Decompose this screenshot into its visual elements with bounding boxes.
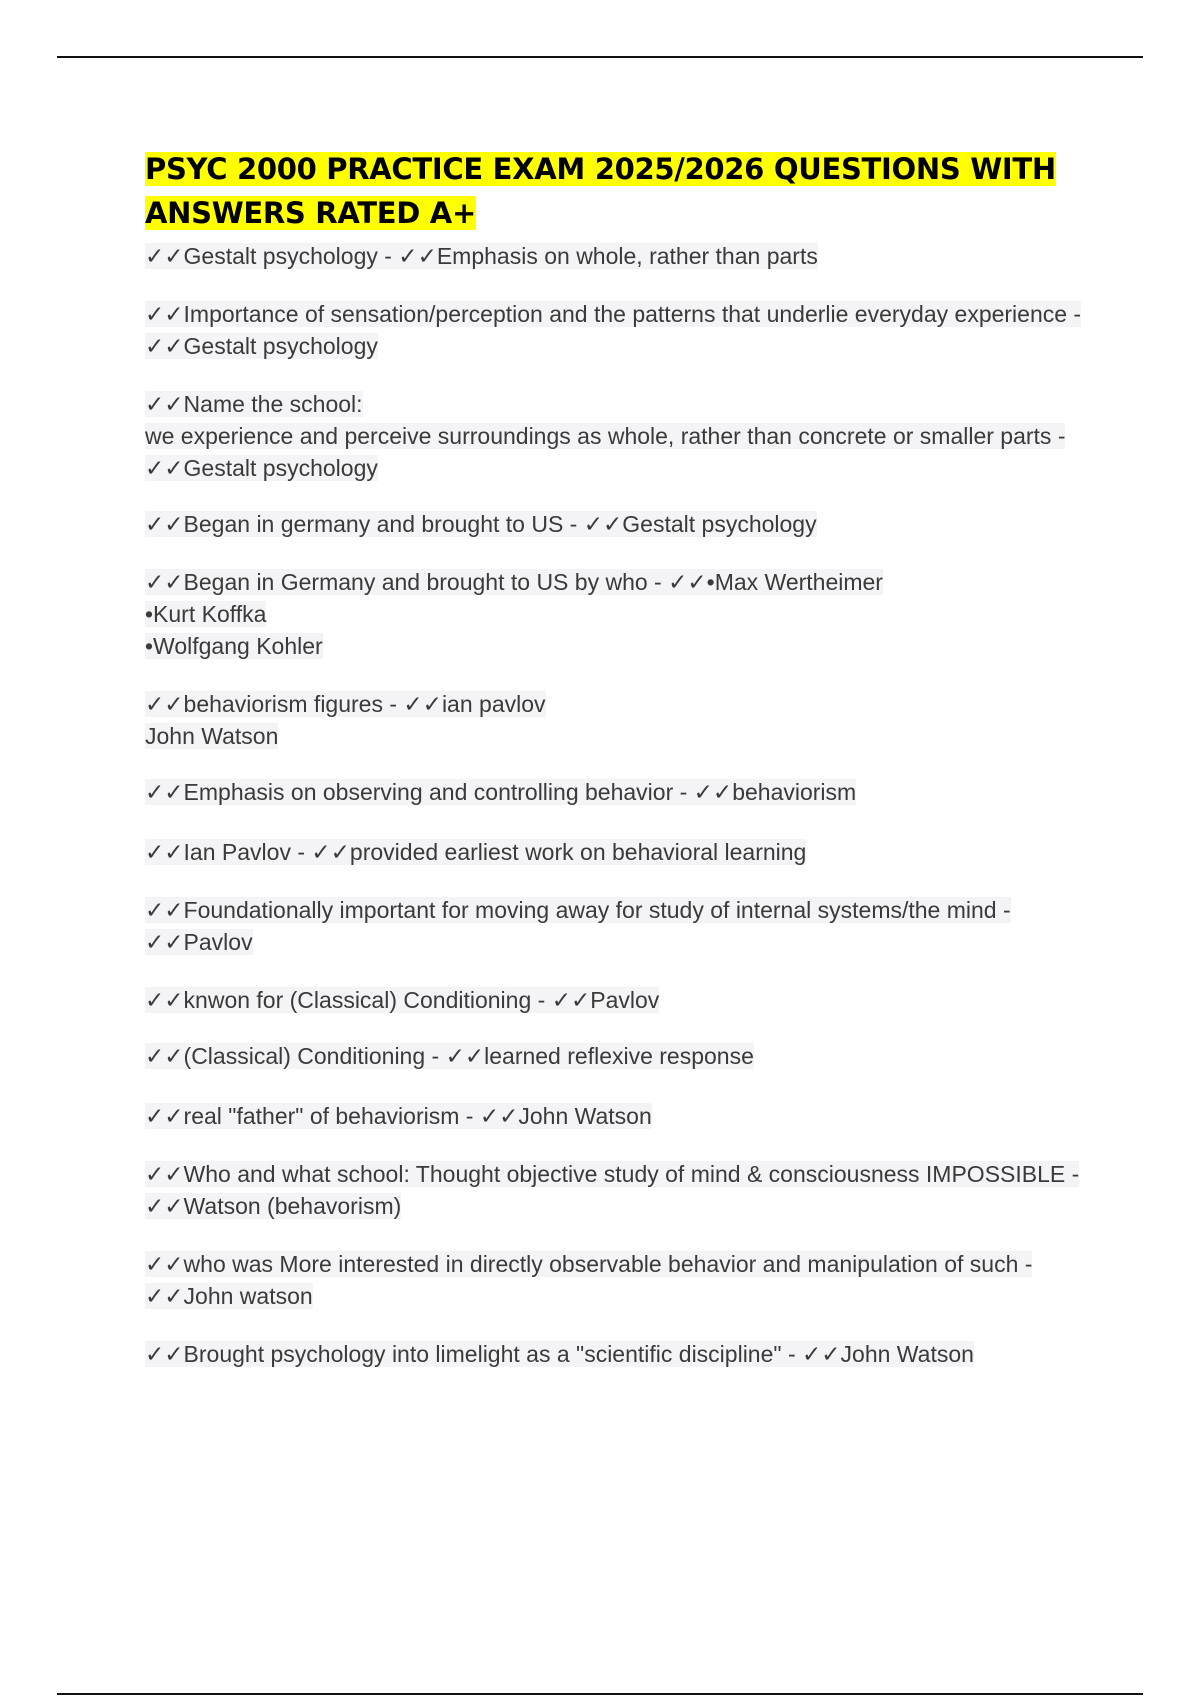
- qa-item-9: ✓✓Foundationally important for moving away for study of internal systems/the mind - ✓✓Pavlov: [145, 897, 1011, 955]
- qa-item-1: ✓✓Gestalt psychology - ✓✓Emphasis on whole, rather than parts: [145, 243, 818, 269]
- qa-item-6: ✓✓behaviorism figures - ✓✓ian pavlov John Watson: [145, 691, 546, 749]
- qa-item-15: ✓✓Brought psychology into limelight as a "scientific discipline" - ✓✓John Watson: [145, 1341, 974, 1367]
- qa-item-12: ✓✓real "father" of behaviorism - ✓✓John Watson: [145, 1103, 652, 1129]
- qa-item-4: ✓✓Began in germany and brought to US - ✓✓Gestalt psychology: [145, 511, 817, 537]
- qa-item-3: ✓✓Name the school: we experience and perceive surroundings as whole, rather than concrete or smaller parts - ✓✓Gestalt psychology: [145, 391, 1066, 481]
- bottom-rule: [57, 1693, 1143, 1695]
- document-body: [145, 147, 1095, 1370]
- qa-item-8: ✓✓Ian Pavlov - ✓✓provided earliest work on behavioral learning: [145, 839, 807, 865]
- qa-item-2: ✓✓Importance of sensation/perception and the patterns that underlie everyday experience - ✓✓Gestalt psychology: [145, 301, 1082, 359]
- top-rule: [57, 56, 1143, 58]
- qa-list: [145, 240, 1095, 1370]
- document-title: [145, 147, 1095, 235]
- title-highlight: PSYC 2000 PRACTICE EXAM 2025/2026 QUESTIONS WITH ANSWERS RATED A+: [145, 152, 1056, 230]
- qa-item-11: ✓✓(Classical) Conditioning - ✓✓learned reflexive response: [145, 1043, 754, 1069]
- qa-item-7: ✓✓Emphasis on observing and controlling behavior - ✓✓behaviorism: [145, 779, 857, 805]
- qa-item-10: ✓✓knwon for (Classical) Conditioning - ✓✓Pavlov: [145, 987, 660, 1013]
- qa-item-14: ✓✓who was More interested in directly observable behavior and manipulation of such - ✓✓John watson: [145, 1251, 1033, 1309]
- qa-item-5: ✓✓Began in Germany and brought to US by who - ✓✓•Max Wertheimer •Kurt Koffka •Wolfgang Kohler: [145, 569, 883, 659]
- qa-item-13: ✓✓Who and what school: Thought objective study of mind & consciousness IMPOSSIBLE - ✓✓Watson (behavorism): [145, 1161, 1080, 1219]
